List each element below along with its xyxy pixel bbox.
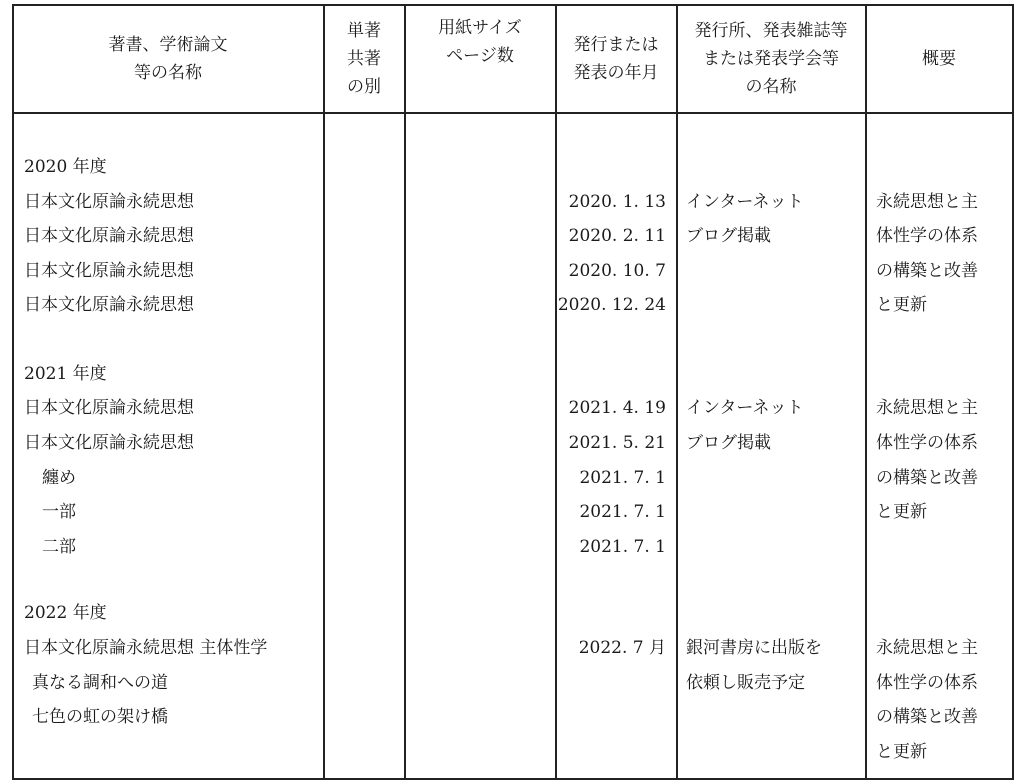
header-line: 用紙サイズ [438, 18, 522, 38]
publication-date: 2021. 7. 1 [579, 502, 666, 522]
year-label: 2022 年度 [24, 603, 107, 623]
header-bottom-border [12, 112, 1014, 114]
year-label: 2020 年度 [24, 157, 107, 177]
summary-text: の構築と改善 [876, 468, 978, 488]
publication-date: 2021. 7. 1 [579, 468, 666, 488]
header-line: 共著 [347, 49, 381, 69]
work-title: 纏め [42, 468, 76, 488]
publisher-name: ブログ掲載 [686, 226, 771, 246]
header-line: ページ数 [446, 46, 514, 66]
work-title: 二部 [42, 537, 76, 557]
summary-text: 永続思想と主 [876, 638, 978, 658]
publication-date: 2020. 12. 24 [557, 295, 666, 315]
summary-text: 永続思想と主 [876, 192, 978, 212]
header-line: 発行所、発表雑誌等 [694, 21, 848, 41]
work-title: 七色の虹の架け橋 [32, 707, 168, 727]
summary-text: と更新 [876, 295, 927, 315]
work-title: 一部 [42, 502, 76, 522]
work-title: 日本文化原論永続思想 [24, 295, 194, 315]
work-title: 日本文化原論永続思想 [24, 226, 194, 246]
header-title-column [13, 6, 323, 112]
summary-text: と更新 [876, 502, 927, 522]
work-title: 日本文化原論永続思想 [24, 192, 194, 212]
column-border [865, 4, 867, 780]
summary-text: 体性学の体系 [876, 226, 978, 246]
summary-text: の構築と改善 [876, 707, 978, 727]
work-title: 日本文化原論永続思想 [24, 261, 194, 281]
work-title: 日本文化原論永続思想 [24, 398, 194, 418]
header-line: の別 [347, 77, 381, 97]
header-authorship-column [324, 6, 404, 112]
summary-text: 永続思想と主 [876, 398, 978, 418]
header-publisher-column [677, 6, 865, 112]
publication-date: 2021. 5. 21 [568, 433, 666, 453]
summary-text: 体性学の体系 [876, 673, 978, 693]
header-line: 著書、学術論文 [108, 35, 228, 55]
header-line: 単著 [347, 21, 381, 41]
header-line: 概要 [922, 49, 956, 69]
summary-text: の構築と改善 [876, 261, 978, 281]
publication-date: 2021. 4. 19 [568, 398, 666, 418]
work-title: 日本文化原論永続思想 主体性学 [24, 638, 268, 658]
header-summary-column [866, 6, 1012, 112]
header-paper-column [405, 6, 555, 112]
column-border [555, 4, 557, 780]
column-border [404, 4, 406, 780]
publisher-name: 銀河書房に出版を [686, 638, 822, 658]
table-bottom-border [12, 778, 1014, 780]
header-line: の名称 [745, 77, 797, 97]
column-border [323, 4, 325, 780]
header-line: 等の名称 [134, 63, 202, 83]
header-line: 発行または [573, 35, 659, 55]
column-border [1012, 4, 1014, 780]
publisher-name: インターネット [686, 192, 804, 212]
publication-date: 2022. 7 月 [578, 638, 666, 658]
publication-date: 2020. 1. 13 [568, 192, 666, 212]
header-line: 発表の年月 [573, 63, 659, 83]
column-border [676, 4, 678, 780]
publication-date: 2021. 7. 1 [579, 537, 666, 557]
publisher-name: 依頼し販売予定 [686, 673, 805, 693]
summary-text: 体性学の体系 [876, 433, 978, 453]
publisher-name: ブログ掲載 [686, 433, 771, 453]
work-title: 真なる調和への道 [32, 673, 168, 693]
publication-date: 2020. 10. 7 [568, 261, 666, 281]
year-label: 2021 年度 [24, 364, 107, 384]
header-date-column [556, 6, 676, 112]
publication-date: 2020. 2. 11 [568, 226, 666, 246]
summary-text: と更新 [876, 742, 927, 762]
publisher-name: インターネット [686, 398, 804, 418]
header-line: または発表学会等 [703, 49, 839, 69]
column-border [12, 4, 14, 780]
work-title: 日本文化原論永続思想 [24, 433, 194, 453]
